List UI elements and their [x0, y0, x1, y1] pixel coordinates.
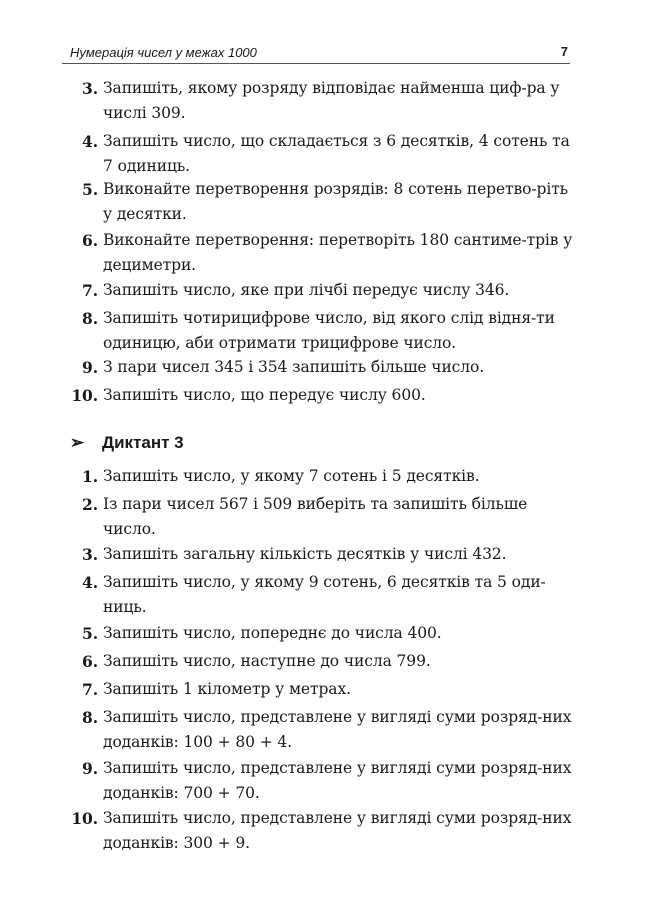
list-item — [70, 177, 575, 227]
item-text: Запишіть число, у якому 9 сотень, 6 десятків та 5 оди-ниць. — [103, 573, 546, 616]
arrow-bullet-icon: ➢ — [70, 433, 85, 452]
list-item — [70, 806, 575, 856]
item-text: Запишіть число, представлене у вигляді суми розряд-них доданків: 300 + 9. — [103, 809, 572, 852]
item-text: Із пари чисел 567 і 509 виберіть та запишіть більше число. — [103, 495, 528, 538]
list-item — [70, 649, 575, 674]
item-number: 4. — [82, 132, 98, 151]
item-text: Запишіть число, що складається з 6 десятків, 4 сотень та 7 одиниць. — [103, 132, 570, 175]
item-number: 1. — [82, 467, 98, 486]
list-item — [70, 228, 575, 278]
item-number: 7. — [82, 281, 98, 300]
item-number: 6. — [82, 652, 98, 671]
item-number: 10. — [71, 809, 98, 828]
item-text: Запишіть число, яке при лічбі передує числу 346. — [103, 281, 510, 299]
item-text: Запишіть число, у якому 7 сотень і 5 десятків. — [103, 467, 480, 485]
list-item — [70, 76, 575, 126]
item-number: 5. — [82, 624, 98, 643]
item-text: Виконайте перетворення: перетворіть 180 сантиме-трів у дециметри. — [103, 231, 573, 274]
item-number: 3. — [82, 79, 98, 98]
item-number: 6. — [82, 231, 98, 250]
section-title: Диктант 3 — [102, 433, 184, 452]
list-item — [70, 542, 575, 567]
item-number: 8. — [82, 309, 98, 328]
item-text: Запишіть число, наступне до числа 799. — [103, 652, 431, 670]
section-heading — [70, 430, 370, 456]
item-number: 3. — [82, 545, 98, 564]
list-item — [70, 278, 575, 303]
list-item — [70, 677, 575, 702]
list-item — [70, 705, 575, 755]
item-text: Запишіть число, що передує числу 600. — [103, 386, 426, 404]
list-item — [70, 570, 575, 620]
running-header — [62, 41, 570, 64]
item-text: Запишіть число, попереднє до числа 400. — [103, 624, 442, 642]
page-number: 7 — [560, 44, 568, 59]
list-item — [70, 464, 575, 489]
chapter-title: Нумерація чисел у межах 1000 — [70, 45, 257, 60]
list-item — [70, 306, 575, 356]
item-number: 4. — [82, 573, 98, 592]
list-item — [70, 355, 575, 380]
list-item — [70, 383, 575, 408]
list-item — [70, 129, 575, 179]
item-text: Виконайте перетворення розрядів: 8 сотень перетво-ріть у десятки. — [103, 180, 569, 223]
item-number: 7. — [82, 680, 98, 699]
list-item — [70, 756, 575, 806]
item-text: Запишіть 1 кілометр у метрах. — [103, 680, 351, 698]
item-text: Запишіть число, представлене у вигляді суми розряд-них доданків: 700 + 70. — [103, 759, 572, 802]
item-text: Запишіть загальну кількість десятків у числі 432. — [103, 545, 507, 563]
item-number: 9. — [82, 759, 98, 778]
item-number: 5. — [82, 180, 98, 199]
list-item — [70, 492, 575, 542]
item-number: 2. — [82, 495, 98, 514]
item-text: З пари чисел 345 і 354 запишіть більше число. — [103, 358, 485, 376]
item-number: 8. — [82, 708, 98, 727]
item-text: Запишіть чотирицифрове число, від якого слід відня-ти одиницю, аби отримати трицифрове число. — [103, 309, 555, 352]
item-text: Запишіть, якому розряду відповідає найменша циф-ра у числі 309. — [103, 79, 560, 122]
item-number: 9. — [82, 358, 98, 377]
item-text: Запишіть число, представлене у вигляді суми розряд-них доданків: 100 + 80 + 4. — [103, 708, 572, 751]
item-number: 10. — [71, 386, 98, 405]
list-item — [70, 621, 575, 646]
